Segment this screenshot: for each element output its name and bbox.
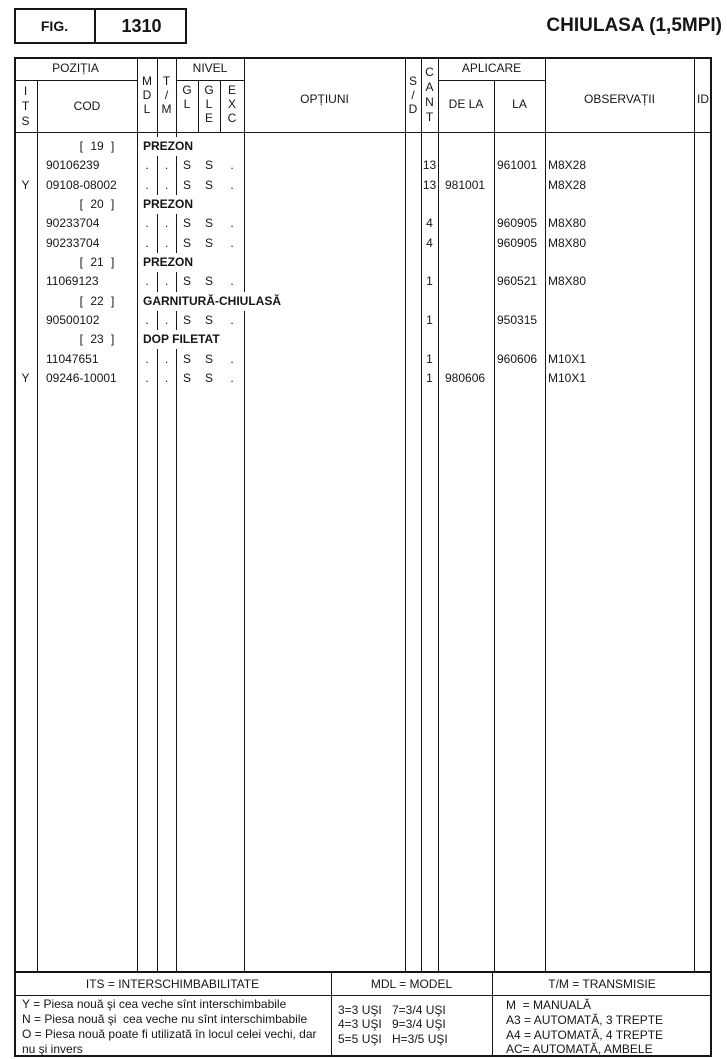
header-exc-label: EXC: [225, 83, 239, 125]
tm-cell: .: [164, 312, 169, 327]
part-row: [0, 272, 727, 291]
header-gle-label: GLE: [202, 83, 216, 125]
legend-its-line: N = Piesa nouă şi cea veche nu sînt interschimbabile: [22, 1012, 308, 1026]
observation-cell: M8X28: [548, 158, 587, 173]
part-group-name: DOP FILETAT: [141, 330, 222, 349]
quantity-cell: 4: [426, 216, 433, 231]
header-tm-label: T/M: [159, 73, 174, 116]
mdl-cell: .: [145, 177, 149, 192]
exc-level-cell: .: [230, 312, 234, 327]
part-code: 90106239: [46, 158, 100, 173]
applicable-to-cell: 960905: [497, 216, 538, 231]
legend-mdl-item: 9=3/4 UŞI: [392, 1017, 446, 1031]
page-title: CHIULASA (1,5MPI): [546, 15, 722, 36]
header-de-la: DE LA: [448, 97, 484, 111]
legend-tm-line: A3 = AUTOMATĂ, 3 TREPTE: [506, 1013, 664, 1027]
header-observatii: OBSERVAȚII: [584, 92, 655, 106]
header-nivel: NIVEL: [192, 61, 228, 75]
header-id: ID: [697, 92, 709, 106]
legend-its-line: nu şi invers: [22, 1042, 83, 1056]
exc-level-cell: .: [230, 177, 234, 192]
part-row: [0, 156, 727, 175]
mdl-cell: .: [145, 312, 149, 327]
gl-level-cell: S: [182, 177, 191, 192]
observation-cell: M10X1: [548, 351, 587, 366]
mdl-cell: .: [145, 370, 149, 385]
gl-level-cell: S: [182, 312, 191, 327]
part-code: 11047651: [46, 351, 99, 366]
gl-level-cell: S: [182, 351, 191, 366]
tm-cell: .: [164, 216, 169, 231]
figure-label: FIG.: [40, 18, 69, 34]
legend-tm-line: AC= AUTOMATĂ, AMBELE: [506, 1042, 653, 1056]
position-number: [ 22 ]: [79, 293, 115, 308]
part-row: [0, 234, 727, 253]
gle-level-cell: S: [204, 235, 213, 250]
grid-line-horizontal: [14, 132, 712, 133]
its-cell: Y: [21, 370, 30, 385]
legend-tm-title: T/M = TRANSMISIE: [548, 977, 656, 991]
legend-its-line: Y = Piesa nouă şi cea veche sînt interschimbabile: [22, 997, 287, 1011]
gl-level-cell: S: [182, 370, 191, 385]
tm-cell: .: [164, 274, 169, 289]
legend-mdl-item: 7=3/4 UŞI: [392, 1003, 446, 1017]
position-number: [ 21 ]: [79, 254, 115, 269]
part-code: 11069123: [46, 274, 99, 289]
grid-line-horizontal: [14, 995, 712, 996]
grid-line-horizontal: [438, 80, 545, 81]
grid-line-horizontal: [176, 80, 244, 81]
observation-cell: M8X28: [548, 177, 587, 192]
tm-cell: .: [164, 235, 169, 250]
gl-level-cell: S: [182, 158, 191, 173]
legend-mdl-item: 4=3 UŞI: [338, 1017, 382, 1031]
header-aplicare: APLICARE: [461, 61, 522, 75]
header-cant-label: CANT: [422, 64, 437, 125]
header-gl-label: GL: [180, 83, 194, 111]
exc-level-cell: .: [230, 274, 234, 289]
gl-level-cell: S: [182, 274, 191, 289]
gle-level-cell: S: [204, 351, 213, 366]
applicable-to-cell: 960606: [497, 351, 538, 366]
header-mdl-label: MDL: [140, 73, 154, 116]
legend-its-title: ITS = INTERSCHIMBABILITATE: [85, 977, 260, 991]
gle-level-cell: S: [204, 274, 213, 289]
part-code: 09246-10001: [46, 370, 117, 385]
group-row: [0, 137, 727, 156]
header-sd: [405, 57, 421, 132]
gle-level-cell: S: [204, 177, 213, 192]
gle-level-cell: S: [204, 158, 213, 173]
quantity-cell: 1: [426, 274, 433, 289]
applicable-to-cell: 961001: [497, 158, 538, 173]
header-gle: [198, 83, 220, 131]
mdl-cell: .: [145, 216, 149, 231]
part-group-name: PREZON: [141, 253, 195, 272]
part-code: 90500102: [46, 312, 100, 327]
part-row: [0, 369, 727, 388]
quantity-cell: 13: [422, 177, 437, 192]
exc-level-cell: .: [230, 235, 234, 250]
grid-line-horizontal: [14, 971, 712, 973]
part-group-name: GARNITURĂ-CHIULASĂ: [141, 292, 283, 311]
observation-cell: M8X80: [548, 235, 587, 250]
gle-level-cell: S: [204, 216, 213, 231]
part-row: [0, 350, 727, 369]
legend-mdl-item: 3=3 UŞI: [338, 1003, 382, 1017]
mdl-cell: .: [145, 351, 149, 366]
applicable-to-cell: 960905: [497, 235, 538, 250]
tm-cell: .: [164, 177, 169, 192]
legend-mdl-item: H=3/5 UŞI: [392, 1032, 448, 1046]
header-gl: [176, 83, 198, 131]
part-code: 90233704: [46, 235, 100, 250]
quantity-cell: 4: [426, 235, 433, 250]
exc-level-cell: .: [230, 216, 234, 231]
group-row: [0, 195, 727, 214]
legend-mdl-title: MDL = MODEL: [370, 977, 453, 991]
legend-mdl-item: 5=5 UŞI: [338, 1032, 382, 1046]
part-group-name: PREZON: [141, 137, 195, 156]
gle-level-cell: S: [204, 370, 213, 385]
header-its: [14, 80, 37, 132]
quantity-cell: 1: [426, 351, 433, 366]
position-number: [ 23 ]: [79, 332, 115, 347]
quantity-cell: 1: [426, 312, 433, 327]
gl-level-cell: S: [182, 216, 191, 231]
exc-level-cell: .: [230, 351, 234, 366]
quantity-cell: 13: [422, 158, 437, 173]
header-its-label: ITS: [18, 83, 33, 129]
applicable-to-cell: 960521: [497, 274, 538, 289]
figure-number: 1310: [121, 16, 162, 36]
position-number: [ 20 ]: [79, 196, 115, 211]
gl-level-cell: S: [182, 235, 191, 250]
part-row: [0, 311, 727, 330]
exc-level-cell: .: [230, 158, 234, 173]
group-row: [0, 330, 727, 349]
tm-cell: .: [164, 351, 169, 366]
mdl-cell: .: [145, 274, 149, 289]
tm-cell: .: [164, 370, 169, 385]
header-mdl: [137, 57, 157, 132]
tm-cell: .: [164, 158, 169, 173]
legend-its-line: O = Piesa nouă poate fi utilizată în locul celei vechi, dar: [22, 1027, 317, 1041]
part-group-name: PREZON: [141, 195, 195, 214]
header-cant: [421, 57, 438, 132]
header-sd-label: S/D: [406, 73, 420, 116]
applicable-to-cell: 950315: [497, 312, 538, 327]
applicable-from-cell: 980606: [445, 370, 486, 385]
part-row: [0, 214, 727, 233]
header-optiuni: OPȚIUNI: [300, 92, 349, 106]
observation-cell: M10X1: [548, 370, 587, 385]
part-code: 90233704: [46, 216, 100, 231]
legend-tm-line: M = MANUALĂ: [506, 998, 592, 1012]
gle-level-cell: S: [204, 312, 213, 327]
observation-cell: M8X80: [548, 274, 587, 289]
exc-level-cell: .: [230, 370, 234, 385]
observation-cell: M8X80: [548, 216, 587, 231]
part-row: [0, 176, 727, 195]
header-cod: COD: [73, 99, 101, 113]
header-la: LA: [512, 97, 527, 111]
part-code: 09108-08002: [46, 177, 117, 192]
header-pozitia: POZIȚIA: [52, 61, 99, 75]
quantity-cell: 1: [426, 370, 433, 385]
mdl-cell: .: [145, 158, 149, 173]
legend-tm-line: A4 = AUTOMATĂ, 4 TREPTE: [506, 1028, 664, 1042]
applicable-from-cell: 981001: [445, 177, 486, 192]
header-exc: [220, 83, 244, 131]
header-tm: [157, 57, 176, 132]
its-cell: Y: [21, 177, 30, 192]
position-number: [ 19 ]: [79, 139, 115, 153]
mdl-cell: .: [145, 235, 149, 250]
group-row: [0, 292, 727, 311]
group-row: [0, 253, 727, 272]
